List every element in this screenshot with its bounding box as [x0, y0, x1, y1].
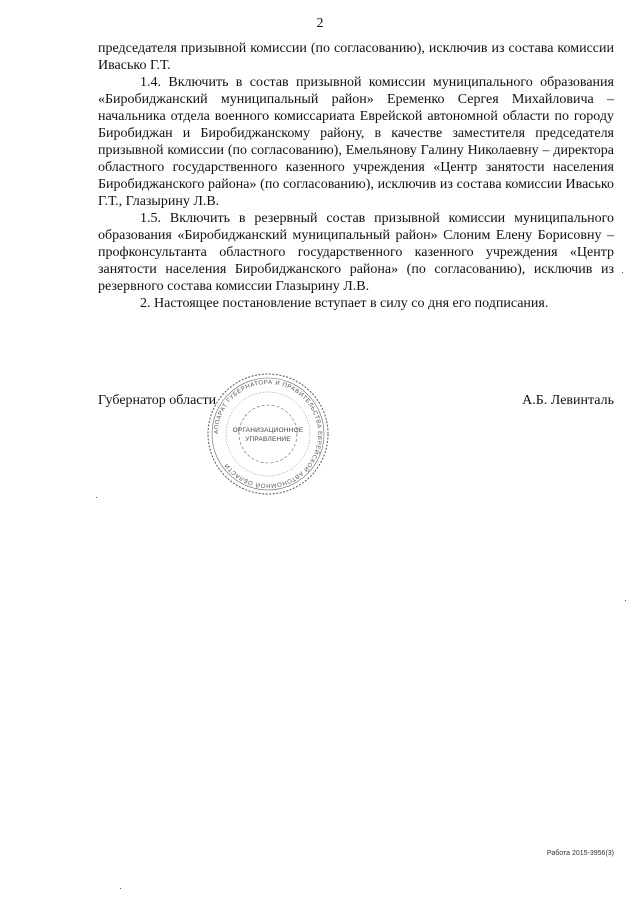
paragraph-2: 2. Настоящее постановление вступает в силу со дня его подписания. — [140, 296, 549, 311]
document-footer-code: Работа 2015-3956(3) — [546, 850, 614, 857]
signature-block — [98, 393, 614, 413]
document-body — [98, 40, 614, 312]
signatory-name: А.Б. Левинталь — [522, 393, 614, 408]
signatory-position: Губернатор области — [98, 393, 217, 408]
scan-speck — [120, 888, 121, 889]
page-number: 2 — [316, 16, 324, 31]
stamp-center-line-1: ОРГАНИЗАЦИОННОЕ — [232, 427, 304, 434]
stamp-seal-icon — [203, 369, 333, 499]
official-stamp — [203, 369, 333, 499]
scan-speck — [622, 272, 623, 273]
stamp-ring-text: АППАРАТ ГУБЕРНАТОРА И ПРАВИТЕЛЬСТВА ЕВРЕЙСКОЙ АВТОНОМНОЙ ОБЛАСТИ — [213, 379, 323, 489]
stamp-center-line-2: УПРАВЛЕНИЕ — [245, 436, 291, 443]
paragraph-1-4: 1.4. Включить в состав призывной комиссии муниципального образования «Биробиджанский муниципальный район» Еременко Сергея Михайловича – начальника отдела военного комиссариата Еврейской автономной области по городу Биробиджан и Биробиджанскому району, в качестве заместителя председателя призывной комиссии (по согласованию), Емельянову Галину Николаевну – директора областного государственного казенного учреждения «Центр занятости населения Биробиджанского района» (по согласованию), исключив из состава комиссии Ивасько Г.Т., Глазырину Л.В. — [98, 75, 614, 209]
paragraph-1-5: 1.5. Включить в резервный состав призывной комиссии муниципального образования «Биробиджанский муниципальный район» Слоним Елену Борисовну – профконсультанта областного государственного казенного учреждения «Центр занятости населения Биробиджанского района» (по согласованию), исключив из резервного состава комиссии Глазырину Л.В. — [98, 211, 614, 294]
scan-speck — [96, 497, 97, 498]
paragraph-continuation: председателя призывной комиссии (по согласованию), исключив из состава комиссии Ивасько Г.Т. — [98, 41, 614, 73]
scan-speck — [625, 600, 626, 601]
